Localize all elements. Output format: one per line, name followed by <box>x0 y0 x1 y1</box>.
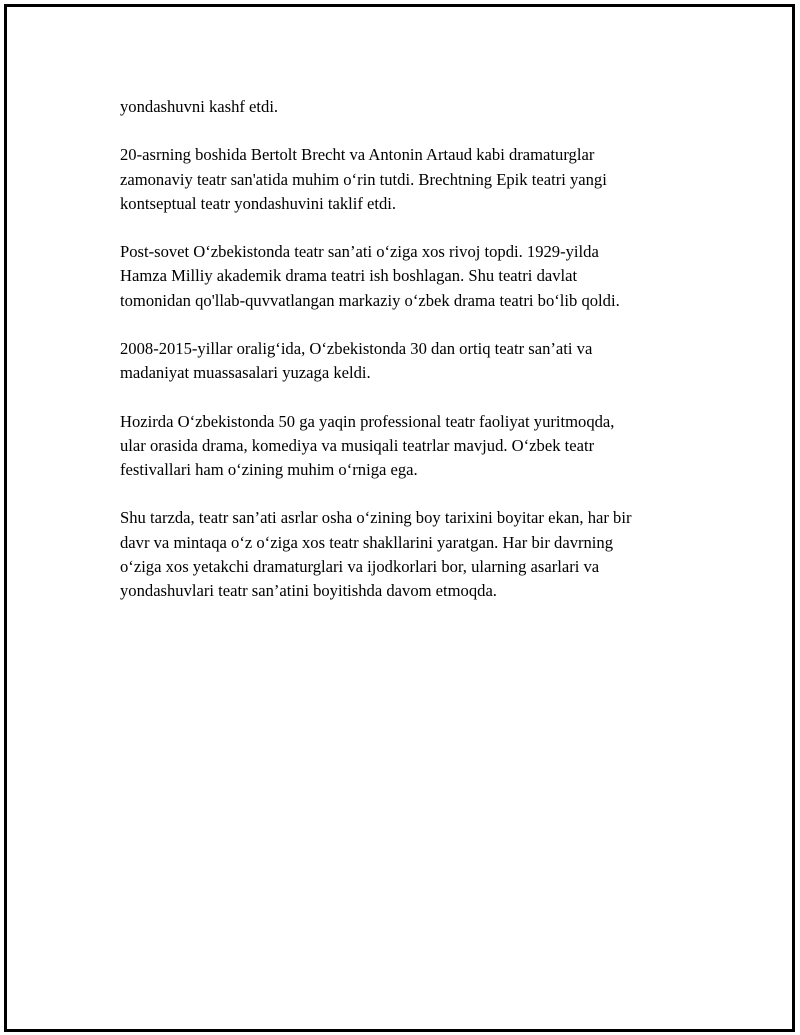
paragraph-2: 20-asrning boshida Bertolt Brecht va Antonin Artaud kabi dramaturglar zamonaviy teatr san'atida muhim o‘rin tutdi. Brechtning Epik teatri yangi kontseptual teatr yondashuvini taklif etdi. <box>120 145 607 213</box>
document-body <box>120 95 710 627</box>
page-frame <box>4 4 795 1032</box>
paragraph-4: 2008-2015-yillar oralig‘ida, O‘zbekistonda 30 dan ortiq teatr san’ati va madaniyat muassasalari yuzaga keldi. <box>120 338 593 383</box>
paragraph-1: yondashuvni kashf etdi. <box>120 97 279 116</box>
paragraph-3: Post-sovet O‘zbekistonda teatr san’ati o‘ziga xos rivoj topdi. 1929-yilda Hamza Milliy akademik drama teatri ish boshlagan. Shu teatri davlat tomonidan qo'llab-quvvatlangan markaziy o‘zbek drama teatri bo‘lib qoldi. <box>120 242 620 310</box>
paragraph-5: Hozirda O‘zbekistonda 50 ga yaqin professional teatr faoliyat yuritmoqda, ular orasida drama, komediya va musiqali teatrlar mavjud. O‘zbek teatr festivallari ham o‘zining muhim o‘rniga ega. <box>120 411 615 479</box>
paragraph-6: Shu tarzda, teatr san’ati asrlar osha o‘zining boy tarixini boyitar ekan, har bir davr va mintaqa o‘z o‘ziga xos teatr shakllarini yaratgan. Har bir davrning o‘ziga xos yetakchi dramaturglari va ijodkorlari bor, ularning asarlari va yondashuvlari teatr san’atini boyitishda davom etmoqda. <box>120 508 632 600</box>
